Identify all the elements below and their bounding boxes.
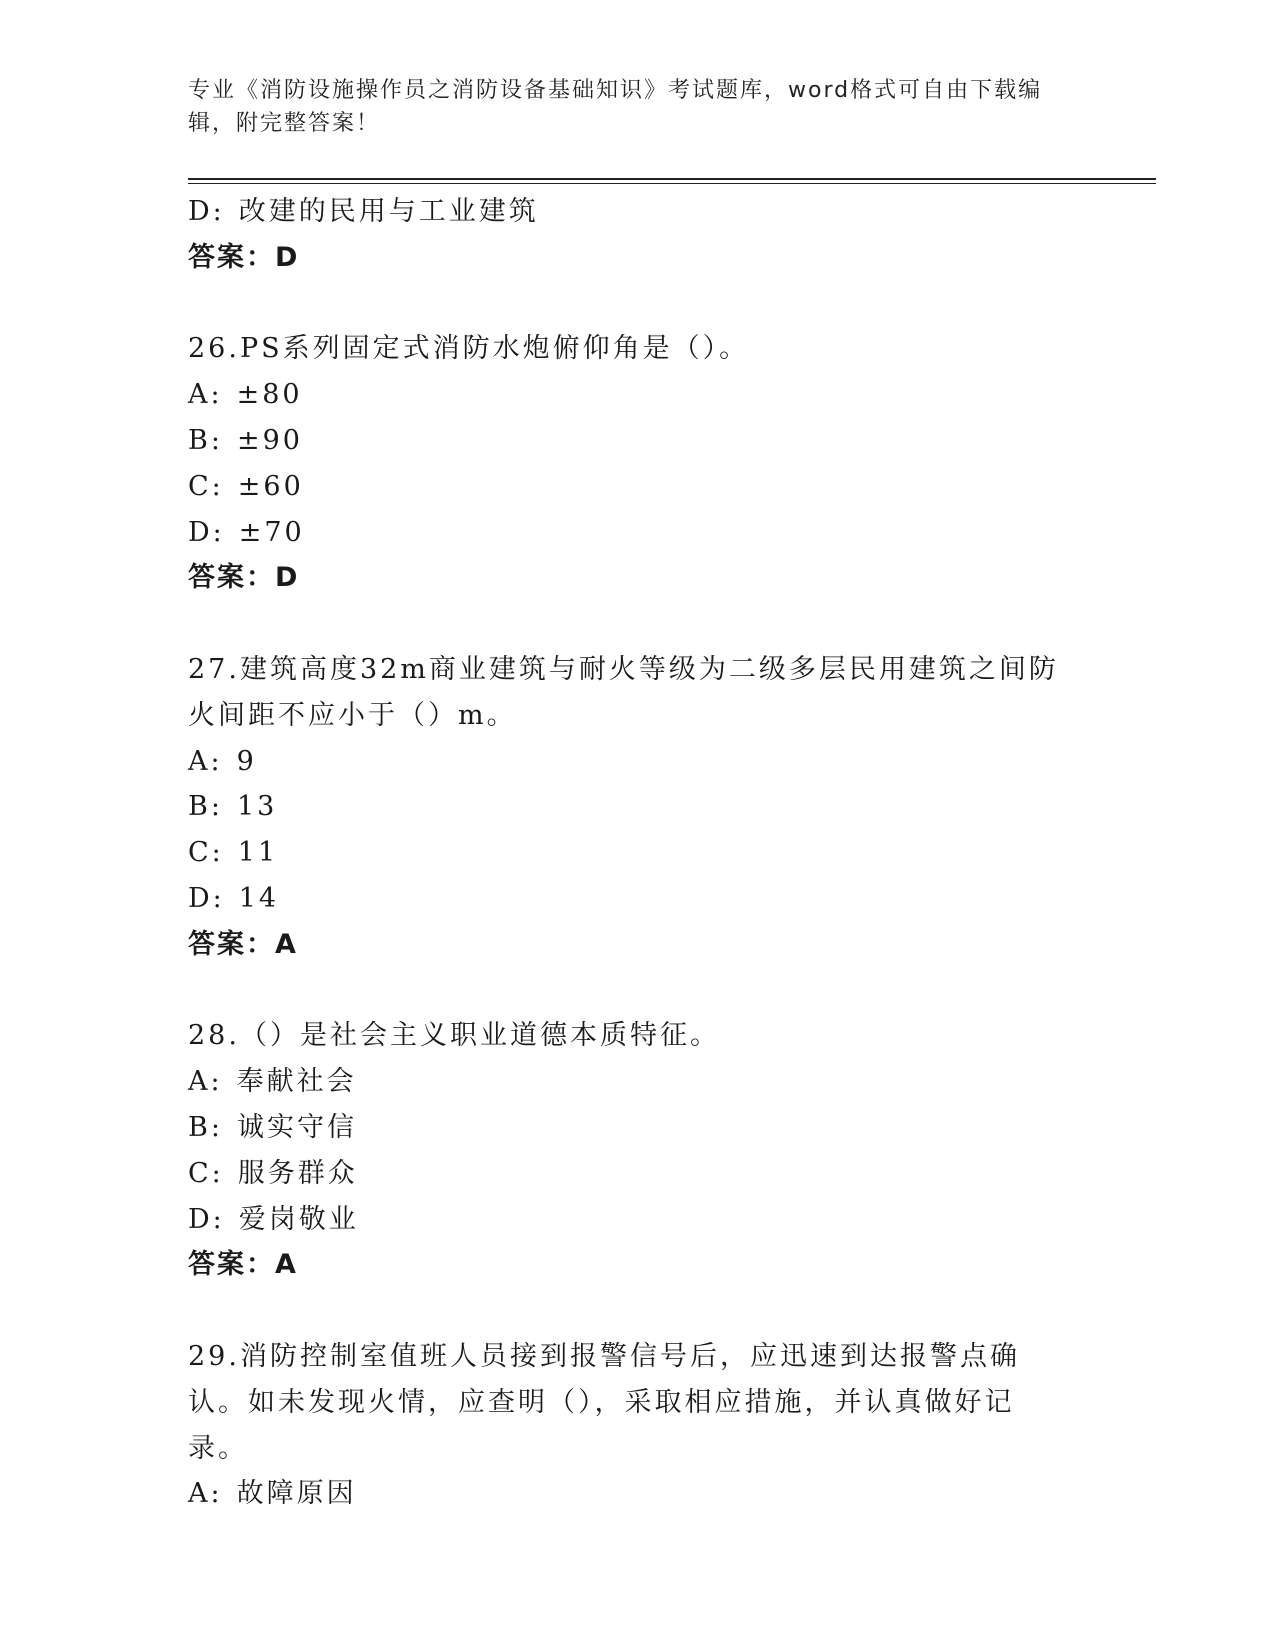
document-header: 专业《消防设施操作员之消防设备基础知识》考试题库，word格式可自由下载编辑，附完整答案！ <box>188 78 1043 136</box>
option-text: 改建的民用与工业建筑 <box>238 196 539 227</box>
question-text: 26.PS系列固定式消防水炮俯仰角是（）。 <box>188 333 750 365</box>
answer-line: 答案：A <box>188 928 298 960</box>
option-row <box>188 189 1068 235</box>
option-label: A: <box>188 1066 223 1098</box>
header-divider-thick <box>188 178 1156 180</box>
option-label: A: <box>188 1478 223 1510</box>
option-label: C: <box>188 470 224 502</box>
option-row <box>188 739 1068 785</box>
document-body <box>188 189 1068 1517</box>
question-text: 27.建筑高度32m商业建筑与耐火等级为二级多层民用建筑之间防火间距不应小于（）m。 <box>188 653 1059 731</box>
option-label: B: <box>188 791 223 823</box>
option-row <box>188 418 1068 464</box>
option-label: C: <box>188 1157 224 1189</box>
option-text: 9 <box>236 745 257 777</box>
answer-line: 答案：D <box>188 562 300 594</box>
option-label: B: <box>188 424 223 456</box>
question-text: 28.（）是社会主义职业道德本质特征。 <box>188 1020 720 1052</box>
question-text: 29.消防控制室值班人员接到报警信号后，应迅速到达报警点确认。如未发现火情，应查明（），采取相应措施，并认真做好记录。 <box>188 1340 1020 1464</box>
option-label: A: <box>188 379 223 411</box>
option-text: 故障原因 <box>236 1478 357 1510</box>
option-label: B: <box>188 1111 223 1143</box>
option-label: A: <box>188 745 223 777</box>
option-row <box>188 372 1068 418</box>
option-label: D: <box>188 882 225 914</box>
option-text: ±90 <box>236 424 303 456</box>
option-text: 诚实守信 <box>236 1111 357 1143</box>
option-text: ±60 <box>237 470 304 502</box>
option-label: D: <box>188 196 225 227</box>
option-text: 11 <box>237 837 279 869</box>
option-text: 服务群众 <box>237 1157 358 1189</box>
option-row <box>188 464 1068 510</box>
option-text: ±70 <box>238 516 305 548</box>
option-text: ±80 <box>236 379 303 411</box>
answer-line: 答案：D <box>188 241 300 273</box>
option-label: D: <box>188 516 225 548</box>
option-row <box>188 1151 1068 1197</box>
option-row <box>188 1471 1068 1517</box>
option-text: 13 <box>236 791 278 823</box>
option-text: 14 <box>238 882 280 914</box>
option-label: D: <box>188 1203 225 1235</box>
option-row <box>188 1197 1068 1243</box>
option-row <box>188 876 1068 922</box>
option-row <box>188 1059 1068 1105</box>
option-label: C: <box>188 837 224 869</box>
option-row <box>188 784 1068 830</box>
option-text: 爱岗敬业 <box>238 1203 359 1235</box>
answer-line: 答案：A <box>188 1249 298 1281</box>
option-row <box>188 1105 1068 1151</box>
option-text: 奉献社会 <box>236 1066 357 1098</box>
option-row <box>188 830 1068 876</box>
option-row <box>188 510 1068 556</box>
header-divider-thin <box>188 183 1156 184</box>
